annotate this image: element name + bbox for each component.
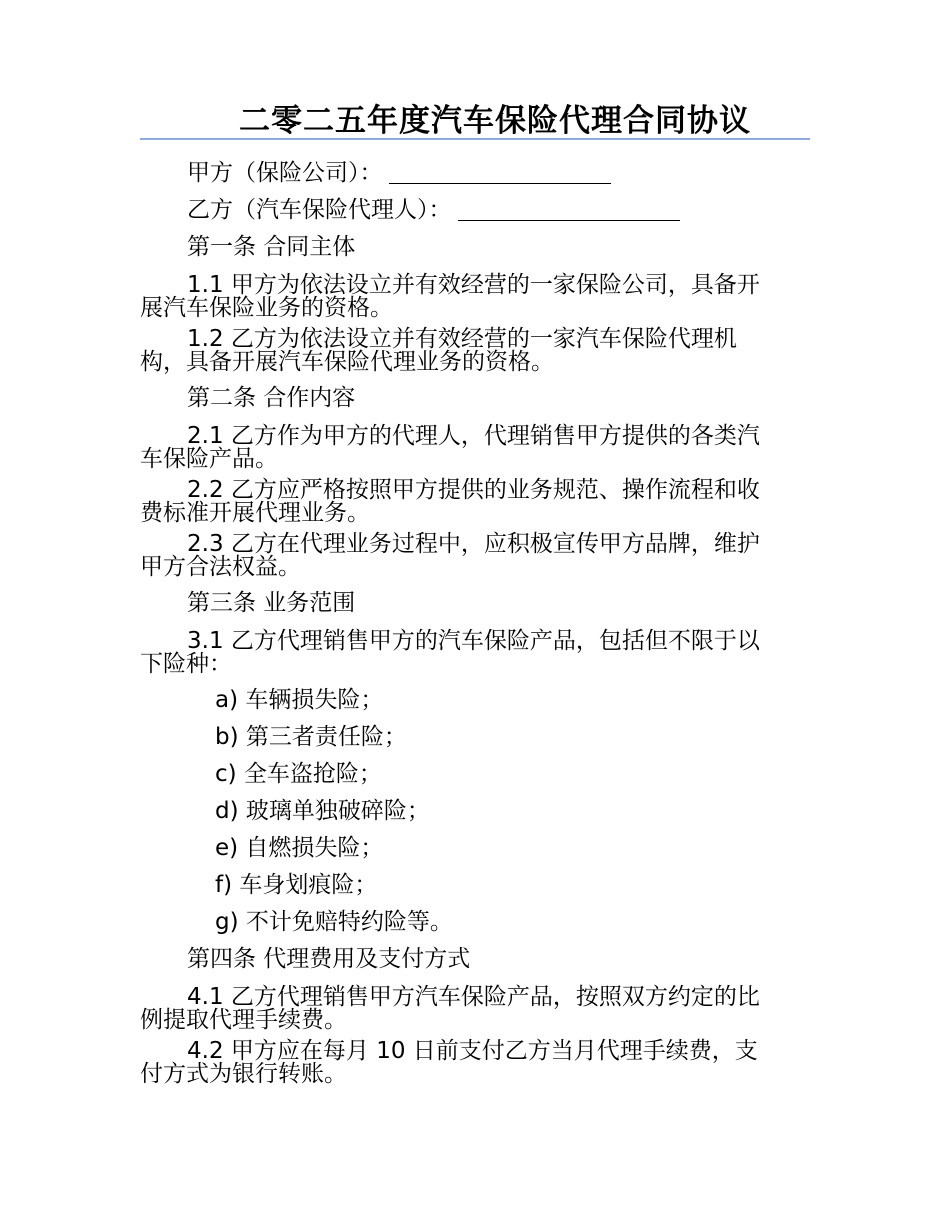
clause-4-2 (140, 1040, 810, 1086)
clause-1-2-line-1: 1.2 乙方为依法设立并有效经营的一家汽车保险代理机 (187, 326, 737, 352)
insurance-item-e: e) 自燃损失险； (215, 835, 384, 861)
clause-3-1-line-1: 3.1 乙方代理销售甲方的汽车保险产品，包括但不限于以 (187, 628, 760, 654)
insurance-item-f: f) 车身划痕险； (215, 872, 378, 898)
clause-2-2 (140, 479, 810, 525)
clause-1-1-line-1: 1.1 甲方为依法设立并有效经营的一家保险公司，具备开 (187, 272, 760, 298)
clause-1-2-line-2: 构，具备开展汽车保险代理业务的资格。 (140, 349, 554, 375)
clause-2-1 (140, 425, 810, 471)
clause-1-1-line-2: 展汽车保险业务的资格。 (140, 295, 393, 321)
section-3-heading: 第三条 业务范围 (187, 590, 356, 616)
insurance-item-d: d) 玻璃单独破碎险； (215, 798, 430, 824)
clause-2-3-line-2: 甲方合法权益。 (140, 554, 301, 580)
clause-1-1 (140, 274, 810, 320)
clause-1-2 (140, 328, 810, 374)
clause-2-3 (140, 533, 810, 579)
clause-2-2-line-2: 费标准开展代理业务。 (140, 500, 370, 526)
clause-2-1-line-2: 车保险产品。 (140, 446, 278, 472)
section-2-heading: 第二条 合作内容 (187, 385, 356, 411)
insurance-item-g: g) 不计免赔特约险等。 (215, 909, 453, 935)
clause-4-2-line-2: 付方式为银行转账。 (140, 1061, 347, 1087)
clause-2-2-line-1: 2.2 乙方应严格按照甲方提供的业务规范、操作流程和收 (187, 477, 760, 503)
clause-4-1-line-2: 例提取代理手续费。 (140, 1007, 347, 1033)
insurance-item-b: b) 第三者责任险； (215, 724, 407, 750)
party-a-line (140, 155, 810, 192)
party-b-blank (458, 198, 680, 221)
party-a-blank (389, 161, 611, 184)
clause-2-1-line-1: 2.1 乙方作为甲方的代理人，代理销售甲方提供的各类汽 (187, 423, 760, 449)
section-4-heading: 第四条 代理费用及支付方式 (187, 946, 471, 972)
document-body (140, 155, 810, 1092)
party-b-label: 乙方（汽车保险代理人）： (187, 197, 452, 223)
insurance-item-a: a) 车辆损失险； (215, 687, 384, 713)
clause-3-1 (140, 630, 810, 676)
section-1-heading: 第一条 合同主体 (187, 234, 356, 260)
clause-2-3-line-1: 2.3 乙方在代理业务过程中，应积极宣传甲方品牌，维护 (187, 531, 760, 557)
insurance-item-c: c) 全车盗抢险； (215, 761, 382, 787)
party-b-line (140, 192, 810, 229)
document-title: 二零二五年度汽车保险代理合同协议 (140, 102, 810, 140)
clause-3-1-line-2: 下险种： (140, 651, 232, 677)
clause-4-2-line-1: 4.2 甲方应在每月 10 日前支付乙方当月代理手续费，支 (187, 1038, 758, 1064)
party-a-label: 甲方（保险公司）： (187, 160, 383, 186)
clause-4-1 (140, 986, 810, 1032)
clause-4-1-line-1: 4.1 乙方代理销售甲方汽车保险产品，按照双方约定的比 (187, 984, 760, 1010)
